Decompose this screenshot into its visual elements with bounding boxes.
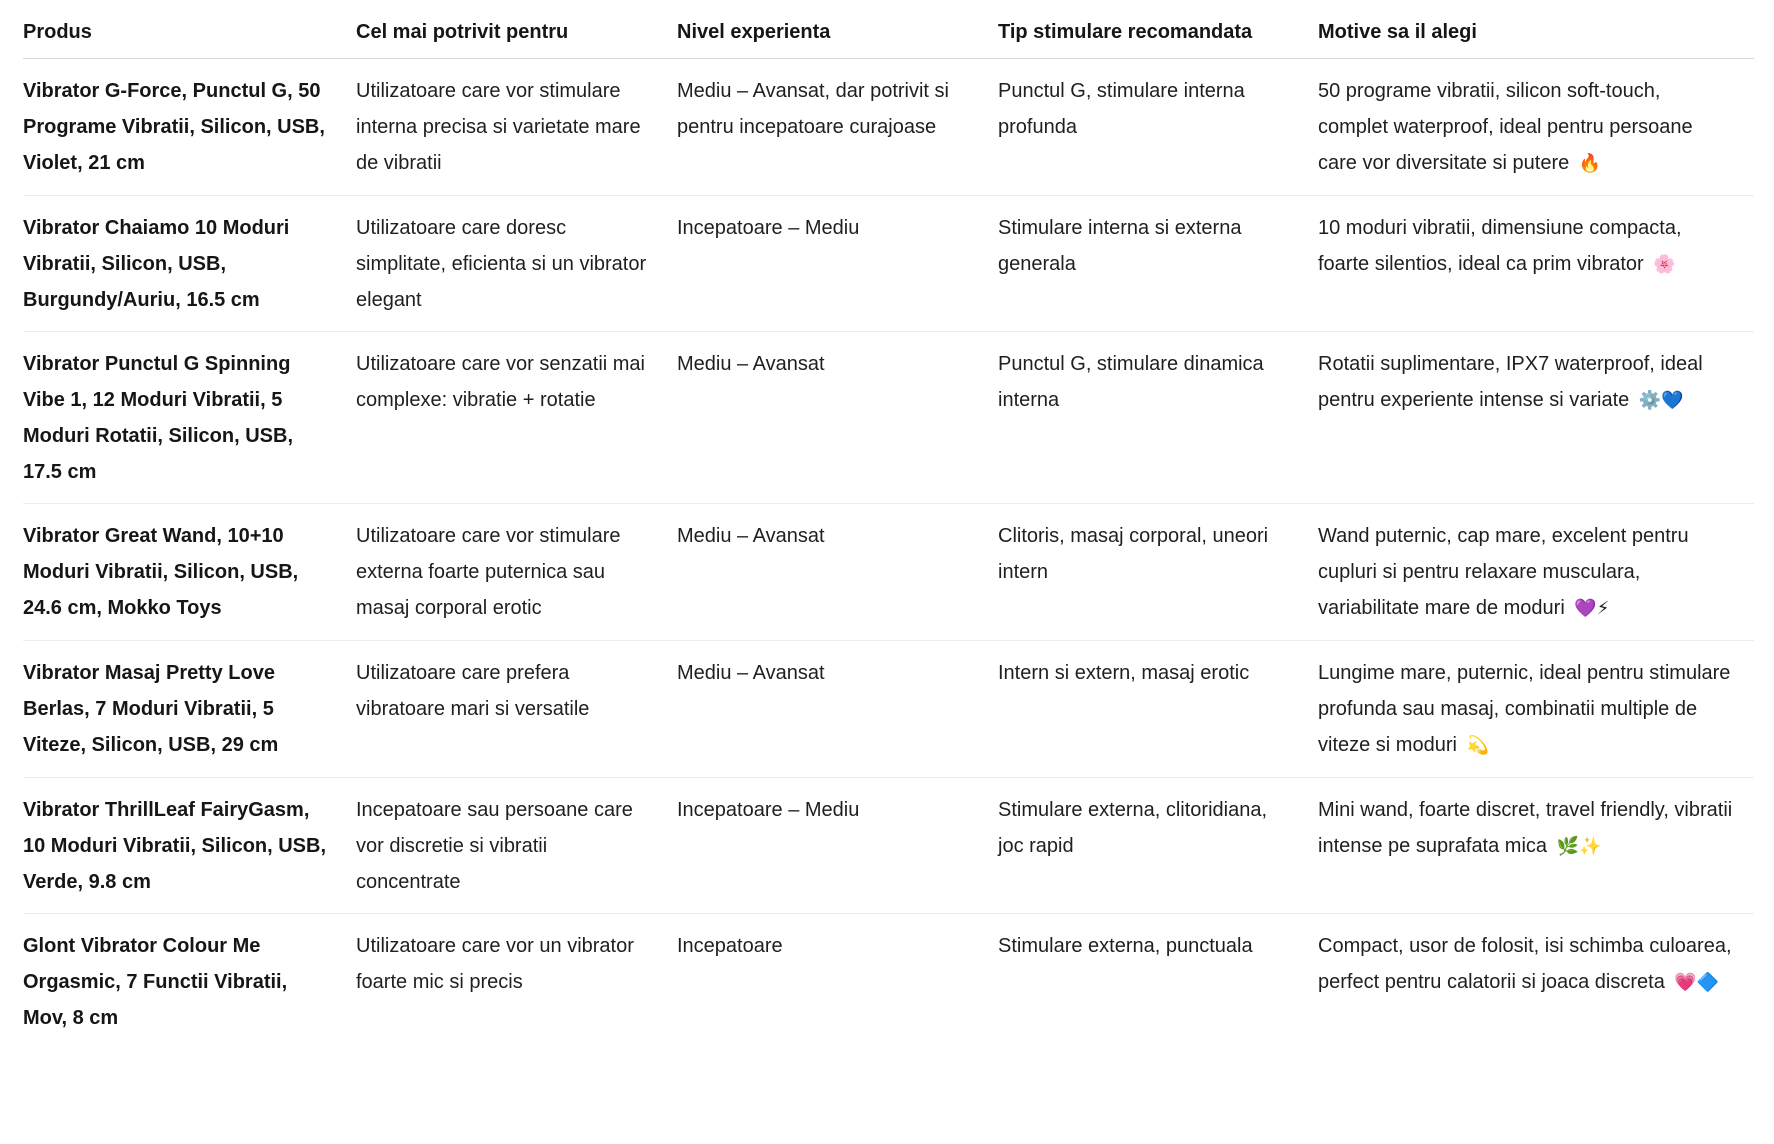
- table-row: [23, 778, 1754, 914]
- cell-product: Vibrator Masaj Pretty Love Berlas, 7 Moduri Vibratii, 5 Viteze, Silicon, USB, 29 cm: [23, 641, 356, 778]
- dizzy-emoji-icon: 💫: [1466, 735, 1489, 756]
- cell-best-for: Utilizatoare care vor un vibrator foarte mic si precis: [356, 935, 634, 993]
- cell-product: Vibrator Punctul G Spinning Vibe 1, 12 Moduri Vibratii, 5 Moduri Rotatii, Silicon, USB, 17.5 cm: [23, 332, 356, 504]
- cell-experience-level: Mediu – Avansat: [677, 641, 998, 778]
- cell-best-for: Utilizatoare care prefera vibratoare mari si versatile: [356, 641, 677, 778]
- cell-experience-level: Mediu – Avansat: [677, 504, 998, 641]
- cell-reasons: [1318, 914, 1754, 1050]
- cell-stimulation-type: Punctul G, stimulare interna profunda: [998, 59, 1318, 196]
- table-row: [23, 332, 1754, 504]
- reasons-text: 50 programe vibratii, silicon soft-touch, complet waterproof, ideal pentru persoane care vor diversitate si putere: [1318, 80, 1693, 174]
- reasons-text: Compact, usor de folosit, isi schimba culoarea, perfect pentru calatorii si joaca discreta: [1318, 935, 1732, 993]
- cell-reasons: [1318, 332, 1754, 504]
- cell-experience-level: Incepatoare – Mediu: [677, 778, 998, 914]
- cell-stimulation-type: Stimulare externa, punctuala: [998, 935, 1253, 957]
- table-header: [23, 12, 1754, 59]
- cell-best-for: Incepatoare sau persoane care vor discretie si vibratii concentrate: [356, 778, 677, 914]
- cell-product: Vibrator Great Wand, 10+10 Moduri Vibratii, Silicon, USB, 24.6 cm, Mokko Toys: [23, 504, 356, 641]
- header-row: [23, 12, 1754, 59]
- cell-product: Vibrator Chaiamo 10 Moduri Vibratii, Silicon, USB, Burgundy/Auriu, 16.5 cm: [23, 196, 356, 332]
- heart-lightning-emoji-icon: 💜⚡: [1574, 598, 1610, 619]
- cell-stimulation-type: Intern si extern, masaj erotic: [998, 641, 1318, 778]
- heart-diamond-emoji-icon: 💗🔷: [1674, 972, 1720, 993]
- cell-best-for: Utilizatoare care vor senzatii mai complexe: vibratie + rotatie: [356, 332, 677, 504]
- cell-best-for: Utilizatoare care vor stimulare externa foarte puternica sau masaj corporal erotic: [356, 504, 677, 641]
- cell-reasons: [1318, 641, 1754, 778]
- cell-experience-level: Mediu – Avansat, dar potrivit si pentru incepatoare curajoase: [677, 59, 998, 196]
- header-product: Produs: [23, 12, 356, 59]
- gear-heart-emoji-icon: ⚙️💙: [1638, 390, 1684, 411]
- blossom-emoji-icon: 🌸: [1653, 254, 1676, 275]
- table-row: [23, 504, 1754, 641]
- cell-reasons: [1318, 778, 1754, 914]
- reasons-text: 10 moduri vibratii, dimensiune compacta, foarte silentios, ideal ca prim vibrator: [1318, 217, 1682, 275]
- cell-best-for: Utilizatoare care vor stimulare interna precisa si varietate mare de vibratii: [356, 59, 677, 196]
- cell-experience-level: Incepatoare: [677, 935, 783, 957]
- cell-stimulation-type: Clitoris, masaj corporal, uneori intern: [998, 504, 1318, 641]
- reasons-text: Lungime mare, puternic, ideal pentru stimulare profunda sau masaj, combinatii multiple de viteze si moduri: [1318, 662, 1731, 756]
- table-row: [23, 59, 1754, 196]
- cell-stimulation-type: Punctul G, stimulare dinamica interna: [998, 332, 1318, 504]
- cell-product: Vibrator ThrillLeaf FairyGasm, 10 Moduri Vibratii, Silicon, USB, Verde, 9.8 cm: [23, 778, 356, 914]
- cell-best-for: Utilizatoare care doresc simplitate, eficienta si un vibrator elegant: [356, 196, 677, 332]
- header-stimulation-type: Tip stimulare recomandata: [998, 12, 1318, 59]
- cell-reasons: [1318, 196, 1754, 332]
- cell-product: Glont Vibrator Colour Me Orgasmic, 7 Functii Vibratii, Mov, 8 cm: [23, 935, 288, 1029]
- table-row: [23, 641, 1754, 778]
- reasons-text: Mini wand, foarte discret, travel friendly, vibratii intense pe suprafata mica: [1318, 799, 1733, 857]
- header-best-for: Cel mai potrivit pentru: [356, 12, 677, 59]
- cell-experience-level: Mediu – Avansat: [677, 332, 998, 504]
- cell-stimulation-type: Stimulare externa, clitoridiana, joc rapid: [998, 778, 1318, 914]
- header-reasons: Motive sa il alegi: [1318, 12, 1754, 59]
- cell-reasons: [1318, 59, 1754, 196]
- table-row: [23, 914, 1754, 1050]
- cell-stimulation-type: Stimulare interna si externa generala: [998, 196, 1318, 332]
- cell-experience-level: Incepatoare – Mediu: [677, 196, 998, 332]
- reasons-text: Rotatii suplimentare, IPX7 waterproof, ideal pentru experiente intense si variate: [1318, 353, 1703, 411]
- header-experience-level: Nivel experienta: [677, 12, 998, 59]
- fire-emoji-icon: 🔥: [1578, 153, 1602, 174]
- reasons-text: Wand puternic, cap mare, excelent pentru cupluri si pentru relaxare musculara, variabilitate mare de moduri: [1318, 525, 1689, 619]
- table-body: [23, 59, 1754, 1050]
- table-row: [23, 196, 1754, 332]
- cell-product: Vibrator G-Force, Punctul G, 50 Programe Vibratii, Silicon, USB, Violet, 21 cm: [23, 59, 356, 196]
- cell-reasons: [1318, 504, 1754, 641]
- product-comparison-table: [23, 12, 1754, 1049]
- herb-sparkles-emoji-icon: 🌿✨: [1556, 836, 1602, 857]
